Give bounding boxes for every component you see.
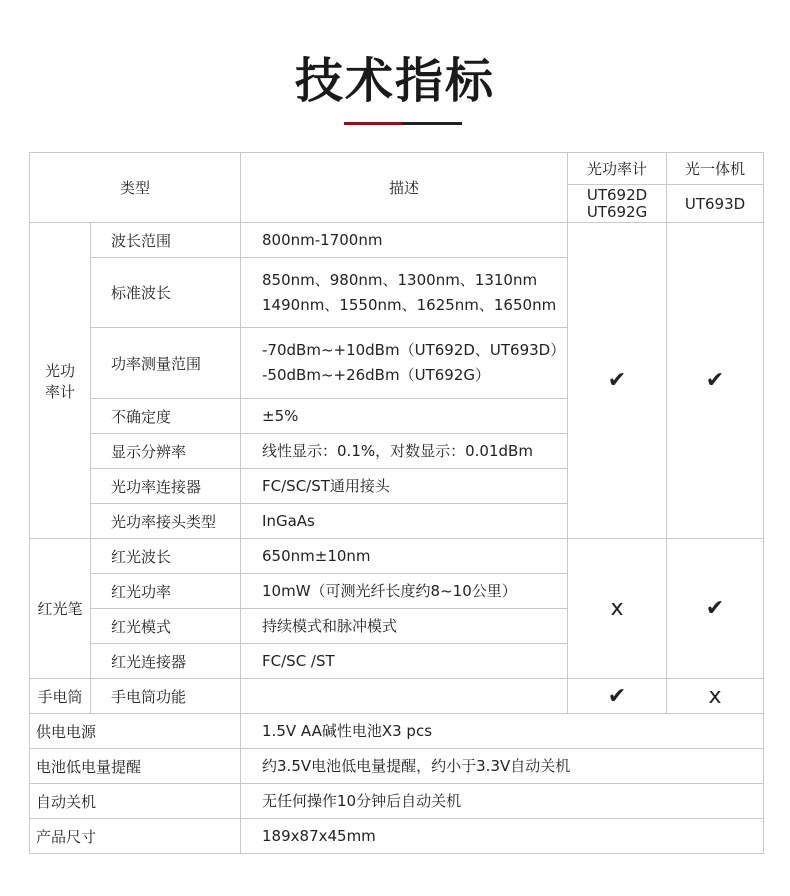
title-underline-dark <box>402 122 462 125</box>
item-power-supply: 供电电源 <box>30 714 241 749</box>
group-flashlight-label: 手电筒 <box>30 679 91 714</box>
item-connector: 光功率连接器 <box>91 469 241 504</box>
header-integrated-model: UT693D <box>667 185 764 223</box>
red-light-ut692-cross-icon: x <box>568 539 667 679</box>
item-auto-off: 自动关机 <box>30 784 241 819</box>
item-flashlight-function: 手电筒功能 <box>91 679 241 714</box>
item-red-connector: 红光连接器 <box>91 644 241 679</box>
desc-standard-wavelength <box>241 258 568 328</box>
desc-line: 800nm-1700nm <box>262 230 383 249</box>
header-power-meter-models <box>568 185 667 223</box>
group-red-light-label: 红光笔 <box>30 539 91 679</box>
model-ut692g: UT692G <box>586 202 648 221</box>
group-label-line: 光功 <box>44 361 75 380</box>
title-underline-red <box>344 122 402 125</box>
header-integrated: 光一体机 <box>667 153 764 185</box>
item-power-range: 功率测量范围 <box>91 328 241 399</box>
desc-line: -50dBm~+26dBm（UT692G） <box>262 366 490 384</box>
desc-auto-off: 无任何操作10分钟后自动关机 <box>241 784 764 819</box>
item-red-mode: 红光模式 <box>91 609 241 644</box>
desc-low-battery: 约3.5V电池低电量提醒，约小于3.3V自动关机 <box>241 749 764 784</box>
desc-red-connector: FC/SC /ST <box>241 644 568 679</box>
header-type: 类型 <box>30 153 241 223</box>
item-display-resolution: 显示分辨率 <box>91 434 241 469</box>
group-power-meter-label <box>30 223 91 539</box>
desc-line: FC/SC/ST通用接头 <box>262 476 390 495</box>
power-meter-ut693-check-icon: ✔ <box>667 223 764 539</box>
desc-red-wavelength: 650nm±10nm <box>241 539 568 574</box>
desc-display-resolution <box>241 434 568 469</box>
desc-line: ±5% <box>262 406 299 425</box>
desc-line: 850nm、980nm、1300nm、1310nm <box>262 270 538 289</box>
desc-dimensions: 189x87x45mm <box>241 819 764 854</box>
desc-line: InGaAs <box>262 511 315 530</box>
desc-wavelength-range <box>241 223 568 258</box>
header-desc: 描述 <box>241 153 568 223</box>
item-uncertainty: 不确定度 <box>91 399 241 434</box>
item-low-battery: 电池低电量提醒 <box>30 749 241 784</box>
model-ut692d: UT692D <box>586 185 648 204</box>
flashlight-ut692-check-icon: ✔ <box>568 679 667 714</box>
desc-detector-type <box>241 504 568 539</box>
item-dimensions: 产品尺寸 <box>30 819 241 854</box>
desc-flashlight-empty <box>241 679 568 714</box>
page-title: 技术指标 <box>294 53 495 109</box>
desc-line: 1490nm、1550nm、1625nm、1650nm <box>262 295 557 314</box>
desc-power-range <box>241 328 568 399</box>
spec-table <box>29 152 764 854</box>
red-light-ut693-check-icon: ✔ <box>667 539 764 679</box>
desc-line: 线性显示：0.1%，对数显示：0.01dBm <box>262 441 533 460</box>
header-power-meter: 光功率计 <box>568 153 667 185</box>
group-label-line: 率计 <box>44 382 75 401</box>
item-wavelength-range: 波长范围 <box>91 223 241 258</box>
flashlight-ut693-cross-icon: x <box>667 679 764 714</box>
item-standard-wavelength: 标准波长 <box>91 258 241 328</box>
item-red-power: 红光功率 <box>91 574 241 609</box>
desc-power-supply: 1.5V AA碱性电池X3 pcs <box>241 714 764 749</box>
desc-uncertainty <box>241 399 568 434</box>
desc-connector <box>241 469 568 504</box>
power-meter-ut692-check-icon: ✔ <box>568 223 667 539</box>
desc-red-mode: 持续模式和脉冲模式 <box>241 609 568 644</box>
item-red-wavelength: 红光波长 <box>91 539 241 574</box>
desc-line: -70dBm~+10dBm（UT692D、UT693D） <box>262 341 566 359</box>
item-detector-type: 光功率接头类型 <box>91 504 241 539</box>
desc-red-power: 10mW（可测光纤长度约8~10公里） <box>241 574 568 609</box>
